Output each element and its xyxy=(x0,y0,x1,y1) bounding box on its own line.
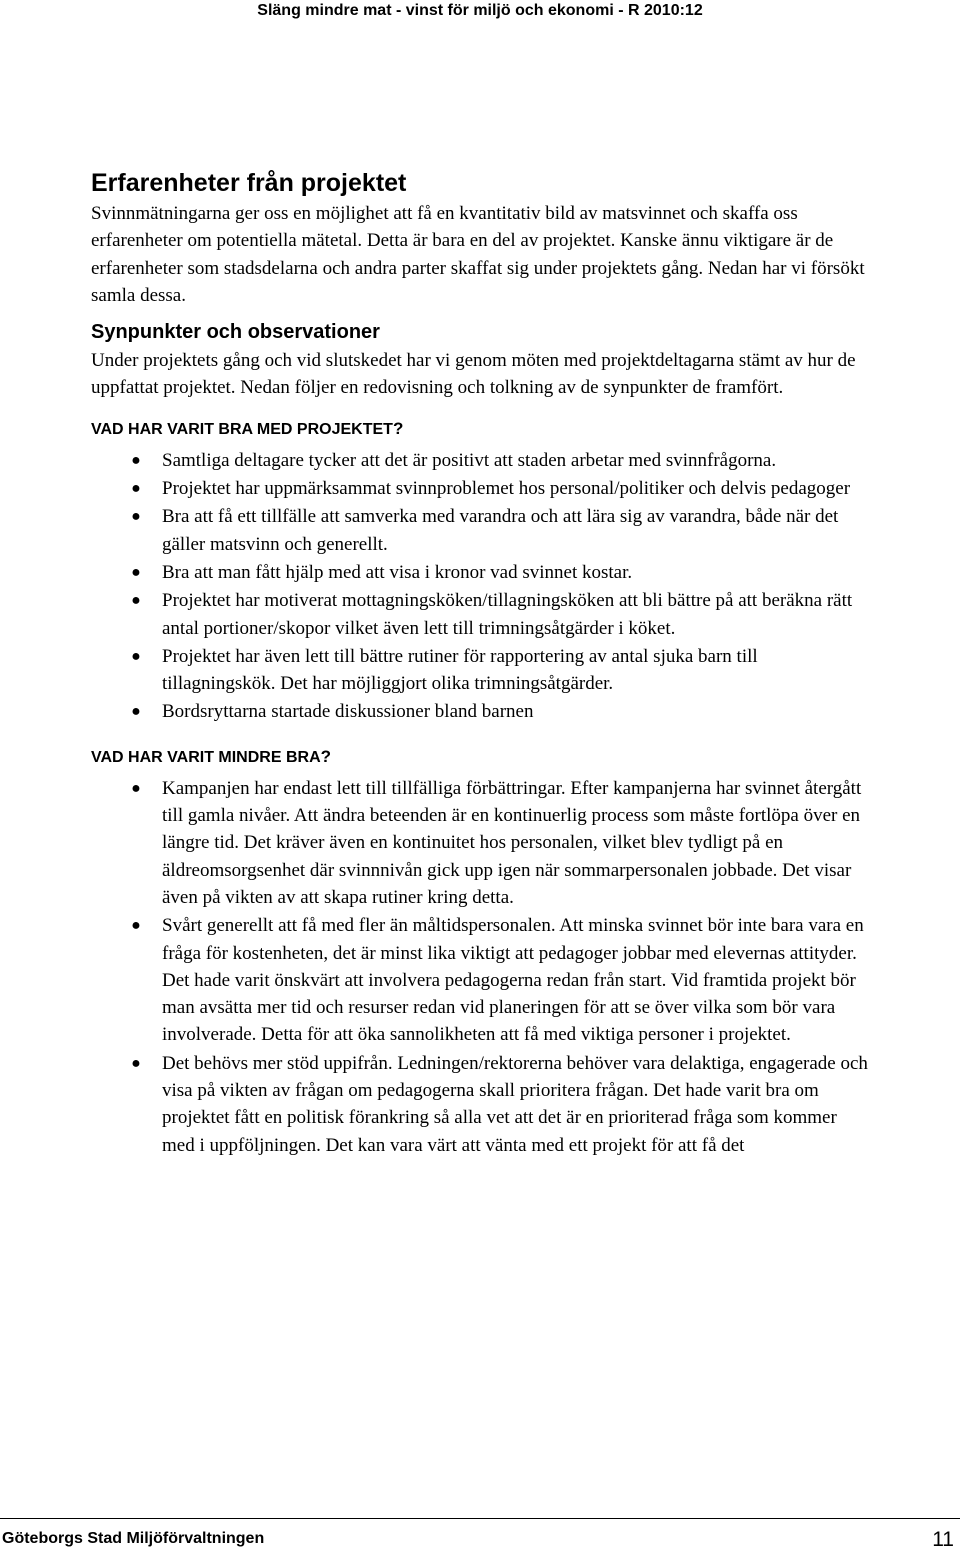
good-list-heading: VAD HAR VARIT BRA MED PROJEKTET? xyxy=(91,418,404,438)
list-item: ● Det behövs mer stöd uppifrån. Ledningen/rektorerna behöver vara delaktiga, engagerade och visa på vikten av frågan om pedagogerna skall prioritera frågan. Det hade varit bra om projektet fått en politisk förankring så alla vet att det är en prioriterad fråga som kommer med i uppföljningen. Det kan vara värt att vänta med ett projekt för att få det xyxy=(91,1050,871,1159)
bullet-icon: ● xyxy=(131,592,141,610)
bullet-icon: ● xyxy=(131,480,141,498)
list-item: ● Bra att få ett tillfälle att samverka med varandra och att lära sig av varandra, både när det gäller matsvinn och generellt. xyxy=(91,503,871,558)
list-item: ● Kampanjen har endast lett till tillfälliga förbättringar. Efter kampanjerna har svinnet återgått till gamla nivåer. Att ändra beteenden är en kontinuerlig process som måste fortlöpa över en längre tid. Det kräver även en kontinuitet hos personalen, vilket blev tydligt på en äldreomsorgsenhet där svinnnivån gick upp igen när sommarpersonalen jobbade. Det visar även på vikten av att skapa rutiner kring detta. xyxy=(91,775,871,911)
bullet-icon: ● xyxy=(131,451,141,469)
bullet-icon: ● xyxy=(131,508,141,526)
subsection-paragraph: Under projektets gång och vid slutskedet har vi genom möten med projektdeltagarna stämt av hur de uppfattat projektet. Nedan följer en redovisning och tolkning av de synpunkter de framfört. xyxy=(91,350,856,399)
less-good-list xyxy=(91,775,871,1159)
section-heading: Erfarenheter från projektet xyxy=(91,169,407,197)
bullet-icon: ● xyxy=(131,779,141,797)
list-item: ● Samtliga deltagare tycker att det är positivt att staden arbetar med svinnfrågorna. xyxy=(91,447,871,474)
bullet-icon: ● xyxy=(131,647,141,665)
running-header-title: Släng mindre mat - vinst för miljö och ekonomi - R 2010:12 xyxy=(257,2,703,19)
intro-paragraph: Svinnmätningarna ger oss en möjlighet att få en kvantitativ bild av matsvinnet och skaffa oss erfarenheter om potentiella mätetal. Detta är bara en del av projektet. Kanske ännu viktigare är de erfarenheter som stadsdelarna och andra parter skaffat sig under projektets gång. Nedan har vi försökt samla dessa. xyxy=(91,203,865,306)
list-item: ● Svårt generellt att få med fler än måltidspersonalen. Att minska svinnet bör inte bara vara en fråga för kostenheten, det är minst lika viktigt att pedagoger jobbar med elevernas attityder. Det hade varit önskvärt att involvera pedagogerna redan från start. Vid framtida projekt bör man avsätta mer tid och resurser redan vid planeringen för att se över vilka som bör vara involverade. Detta för att öka sannolikheten att få med viktiga personer i projektet. xyxy=(91,912,871,1048)
list-item: ● Bordsryttarna startade diskussioner bland barnen xyxy=(91,698,871,725)
less-good-list-heading: VAD HAR VARIT MINDRE BRA? xyxy=(91,746,332,766)
list-item: ● Projektet har även lett till bättre rutiner för rapportering av antal sjuka barn till tillagningskök. Det har möjliggjort olika trimningsåtgärder. xyxy=(91,643,871,698)
good-list xyxy=(91,447,871,726)
page-content xyxy=(91,166,871,1160)
footer-organization: Göteborgs Stad Miljöförvaltningen xyxy=(2,1530,265,1547)
bullet-icon: ● xyxy=(131,1054,141,1072)
page-number: 11 xyxy=(932,1528,954,1551)
page-footer xyxy=(0,1518,960,1557)
list-item: ● Bra att man fått hjälp med att visa i kronor vad svinnet kostar. xyxy=(91,559,871,586)
list-item: ● Projektet har motiverat mottagningsköken/tillagningsköken att bli bättre på att beräkna rätt antal portioner/skopor vilket även lett till trimningsåtgärder i köket. xyxy=(91,587,871,642)
bullet-icon: ● xyxy=(131,703,141,721)
bullet-icon: ● xyxy=(131,917,141,935)
bullet-icon: ● xyxy=(131,563,141,581)
running-header xyxy=(0,0,960,26)
subsection-heading: Synpunkter och observationer xyxy=(91,321,380,344)
list-item: ● Projektet har uppmärksammat svinnproblemet hos personal/politiker och delvis pedagoger xyxy=(91,475,871,502)
